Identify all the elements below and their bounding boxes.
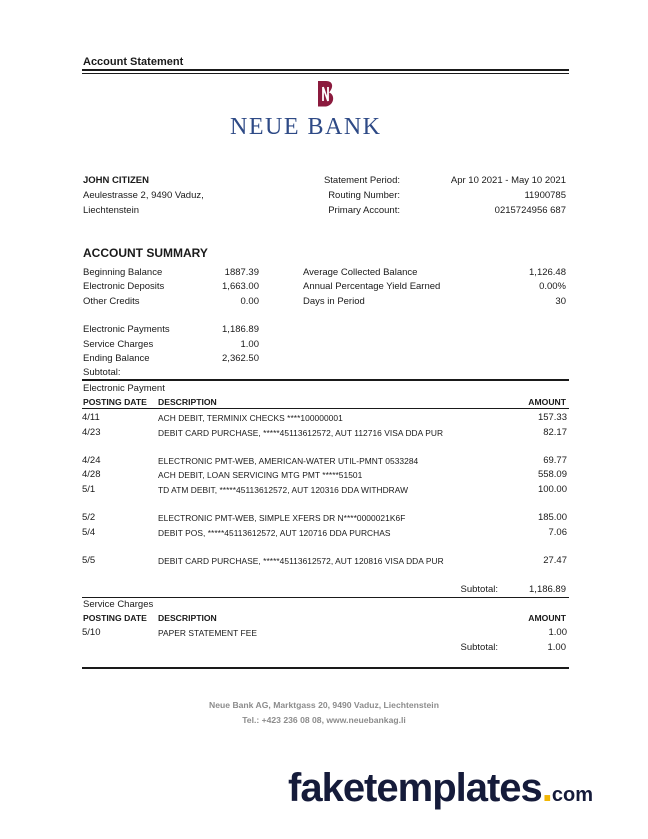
- posting-date: 5/5: [82, 555, 96, 566]
- bank-logo-icon: [311, 80, 337, 108]
- bank-logo: [311, 80, 337, 108]
- posting-date: 5/1: [82, 484, 96, 495]
- primary-account-label: Primary Account:: [328, 205, 400, 216]
- summary-value: 1,126.48: [529, 267, 566, 278]
- section-rule: [82, 379, 569, 381]
- transaction-description: PAPER STATEMENT FEE: [158, 628, 257, 638]
- transaction-description: TD ATM DEBIT, *****45113612572, AUT 120316 DDA WITHDRAW: [158, 485, 409, 495]
- section-rule: [82, 597, 569, 598]
- posting-date: 4/23: [82, 427, 101, 438]
- summary-value: 2,362.50: [222, 353, 259, 364]
- table-row: [82, 555, 569, 568]
- transaction-description: DEBIT CARD PURCHASE, *****45113612572, AUT 120816 VISA DDA PUR: [158, 556, 444, 566]
- posting-date: 4/28: [82, 469, 101, 480]
- subtotal-label: Subtotal:: [460, 642, 498, 653]
- col-header-amount: AMOUNT: [528, 613, 566, 623]
- posting-date: 5/10: [82, 627, 101, 638]
- summary-label: Other Credits: [83, 296, 140, 307]
- table-header-rule: [82, 408, 569, 409]
- section-title-electronic-payment: Electronic Payment: [83, 383, 165, 394]
- summary-value: 30: [555, 296, 566, 307]
- transaction-description: ACH DEBIT, TERMINIX CHECKS ****100000001: [158, 413, 343, 423]
- summary-value: 1,663.00: [222, 281, 259, 292]
- summary-value: 0.00: [240, 296, 259, 307]
- routing-number-label: Routing Number:: [328, 190, 400, 201]
- summary-label: Electronic Deposits: [83, 281, 165, 292]
- transaction-amount: 69.77: [543, 455, 567, 466]
- account-summary-title: ACCOUNT SUMMARY: [83, 246, 208, 260]
- transaction-amount: 185.00: [537, 512, 567, 523]
- summary-label: Service Charges: [83, 339, 154, 350]
- section-title-service-charges: Service Charges: [83, 599, 154, 610]
- summary-label: Electronic Payments: [83, 324, 170, 335]
- summary-value: 1.00: [240, 339, 259, 350]
- bank-name: NEUE BANK: [230, 114, 382, 140]
- summary-value: 0.00%: [539, 281, 566, 292]
- primary-account-value: 0215724956 687: [494, 205, 566, 216]
- summary-value: 1,186.89: [222, 324, 259, 335]
- transaction-description: ACH DEBIT, LOAN SERVICING MTG PMT *****51501: [158, 470, 363, 480]
- col-header-amount: AMOUNT: [528, 397, 566, 407]
- transaction-amount: 558.09: [537, 469, 567, 480]
- summary-subtotal-label: Subtotal:: [83, 367, 121, 378]
- routing-number-value: 11900785: [524, 190, 566, 201]
- subtotal-value: 1.00: [547, 642, 566, 653]
- statement-period-label: Statement Period:: [323, 175, 400, 186]
- transaction-amount: 27.47: [543, 555, 567, 566]
- table-row: [82, 427, 569, 440]
- table-row: [82, 627, 569, 640]
- table-row: [82, 455, 569, 468]
- transaction-description: ELECTRONIC PMT-WEB, AMERICAN-WATER UTIL-PMNT 0533284: [158, 456, 419, 466]
- summary-label: Days in Period: [303, 296, 365, 307]
- header-rule-thin: [82, 73, 569, 74]
- subtotal-label: Subtotal:: [460, 584, 498, 595]
- col-header-description: DESCRIPTION: [158, 613, 217, 623]
- summary-label: Annual Percentage Yield Earned: [303, 281, 441, 292]
- customer-address-line2: Liechtenstein: [83, 205, 139, 216]
- section-end-rule: [82, 667, 569, 669]
- table-row: [82, 527, 569, 540]
- transaction-description: DEBIT POS, *****45113612572, AUT 120716 DDA PURCHAS: [158, 528, 391, 538]
- watermark-text: faketemplates: [288, 766, 542, 810]
- summary-label: Beginning Balance: [83, 267, 163, 278]
- footer-address: Neue Bank AG, Marktgass 20, 9490 Vaduz, Liechtenstein: [209, 700, 439, 710]
- table-row: [82, 484, 569, 497]
- table-row: [82, 469, 569, 482]
- footer-contact: Tel.: +423 236 08 08, www.neuebankag.li: [242, 715, 406, 725]
- transaction-amount: 82.17: [543, 427, 567, 438]
- summary-label: Ending Balance: [83, 353, 150, 364]
- posting-date: 5/4: [82, 527, 96, 538]
- summary-value: 1887.39: [224, 267, 259, 278]
- transaction-amount: 7.06: [548, 527, 567, 538]
- col-header-posting-date: POSTING DATE: [83, 613, 147, 623]
- subtotal-value: 1,186.89: [529, 584, 566, 595]
- transaction-description: DEBIT CARD PURCHASE, *****45113612572, AUT 112716 VISA DDA PUR: [158, 428, 444, 438]
- transaction-description: ELECTRONIC PMT-WEB, SIMPLE XFERS DR N****0000021K6F: [158, 513, 406, 523]
- header-rule-thick: [82, 69, 569, 71]
- watermark-dot-icon: .: [541, 766, 552, 810]
- table-row: [82, 412, 569, 425]
- col-header-posting-date: POSTING DATE: [83, 397, 147, 407]
- watermark-banner: [276, 750, 648, 839]
- transaction-amount: 1.00: [548, 627, 567, 638]
- posting-date: 5/2: [82, 512, 96, 523]
- table-row: [82, 512, 569, 525]
- document-title: Account Statement: [83, 56, 184, 68]
- customer-name: JOHN CITIZEN: [83, 175, 149, 186]
- posting-date: 4/11: [82, 412, 100, 423]
- summary-label: Average Collected Balance: [303, 267, 418, 278]
- customer-address-line1: Aeulestrasse 2, 9490 Vaduz,: [83, 190, 204, 201]
- transaction-amount: 100.00: [537, 484, 567, 495]
- col-header-description: DESCRIPTION: [158, 397, 217, 407]
- statement-period-value: Apr 10 2021 - May 10 2021: [450, 175, 566, 186]
- watermark-suffix: com: [551, 784, 594, 806]
- transaction-amount: 157.33: [537, 412, 567, 423]
- posting-date: 4/24: [82, 455, 101, 466]
